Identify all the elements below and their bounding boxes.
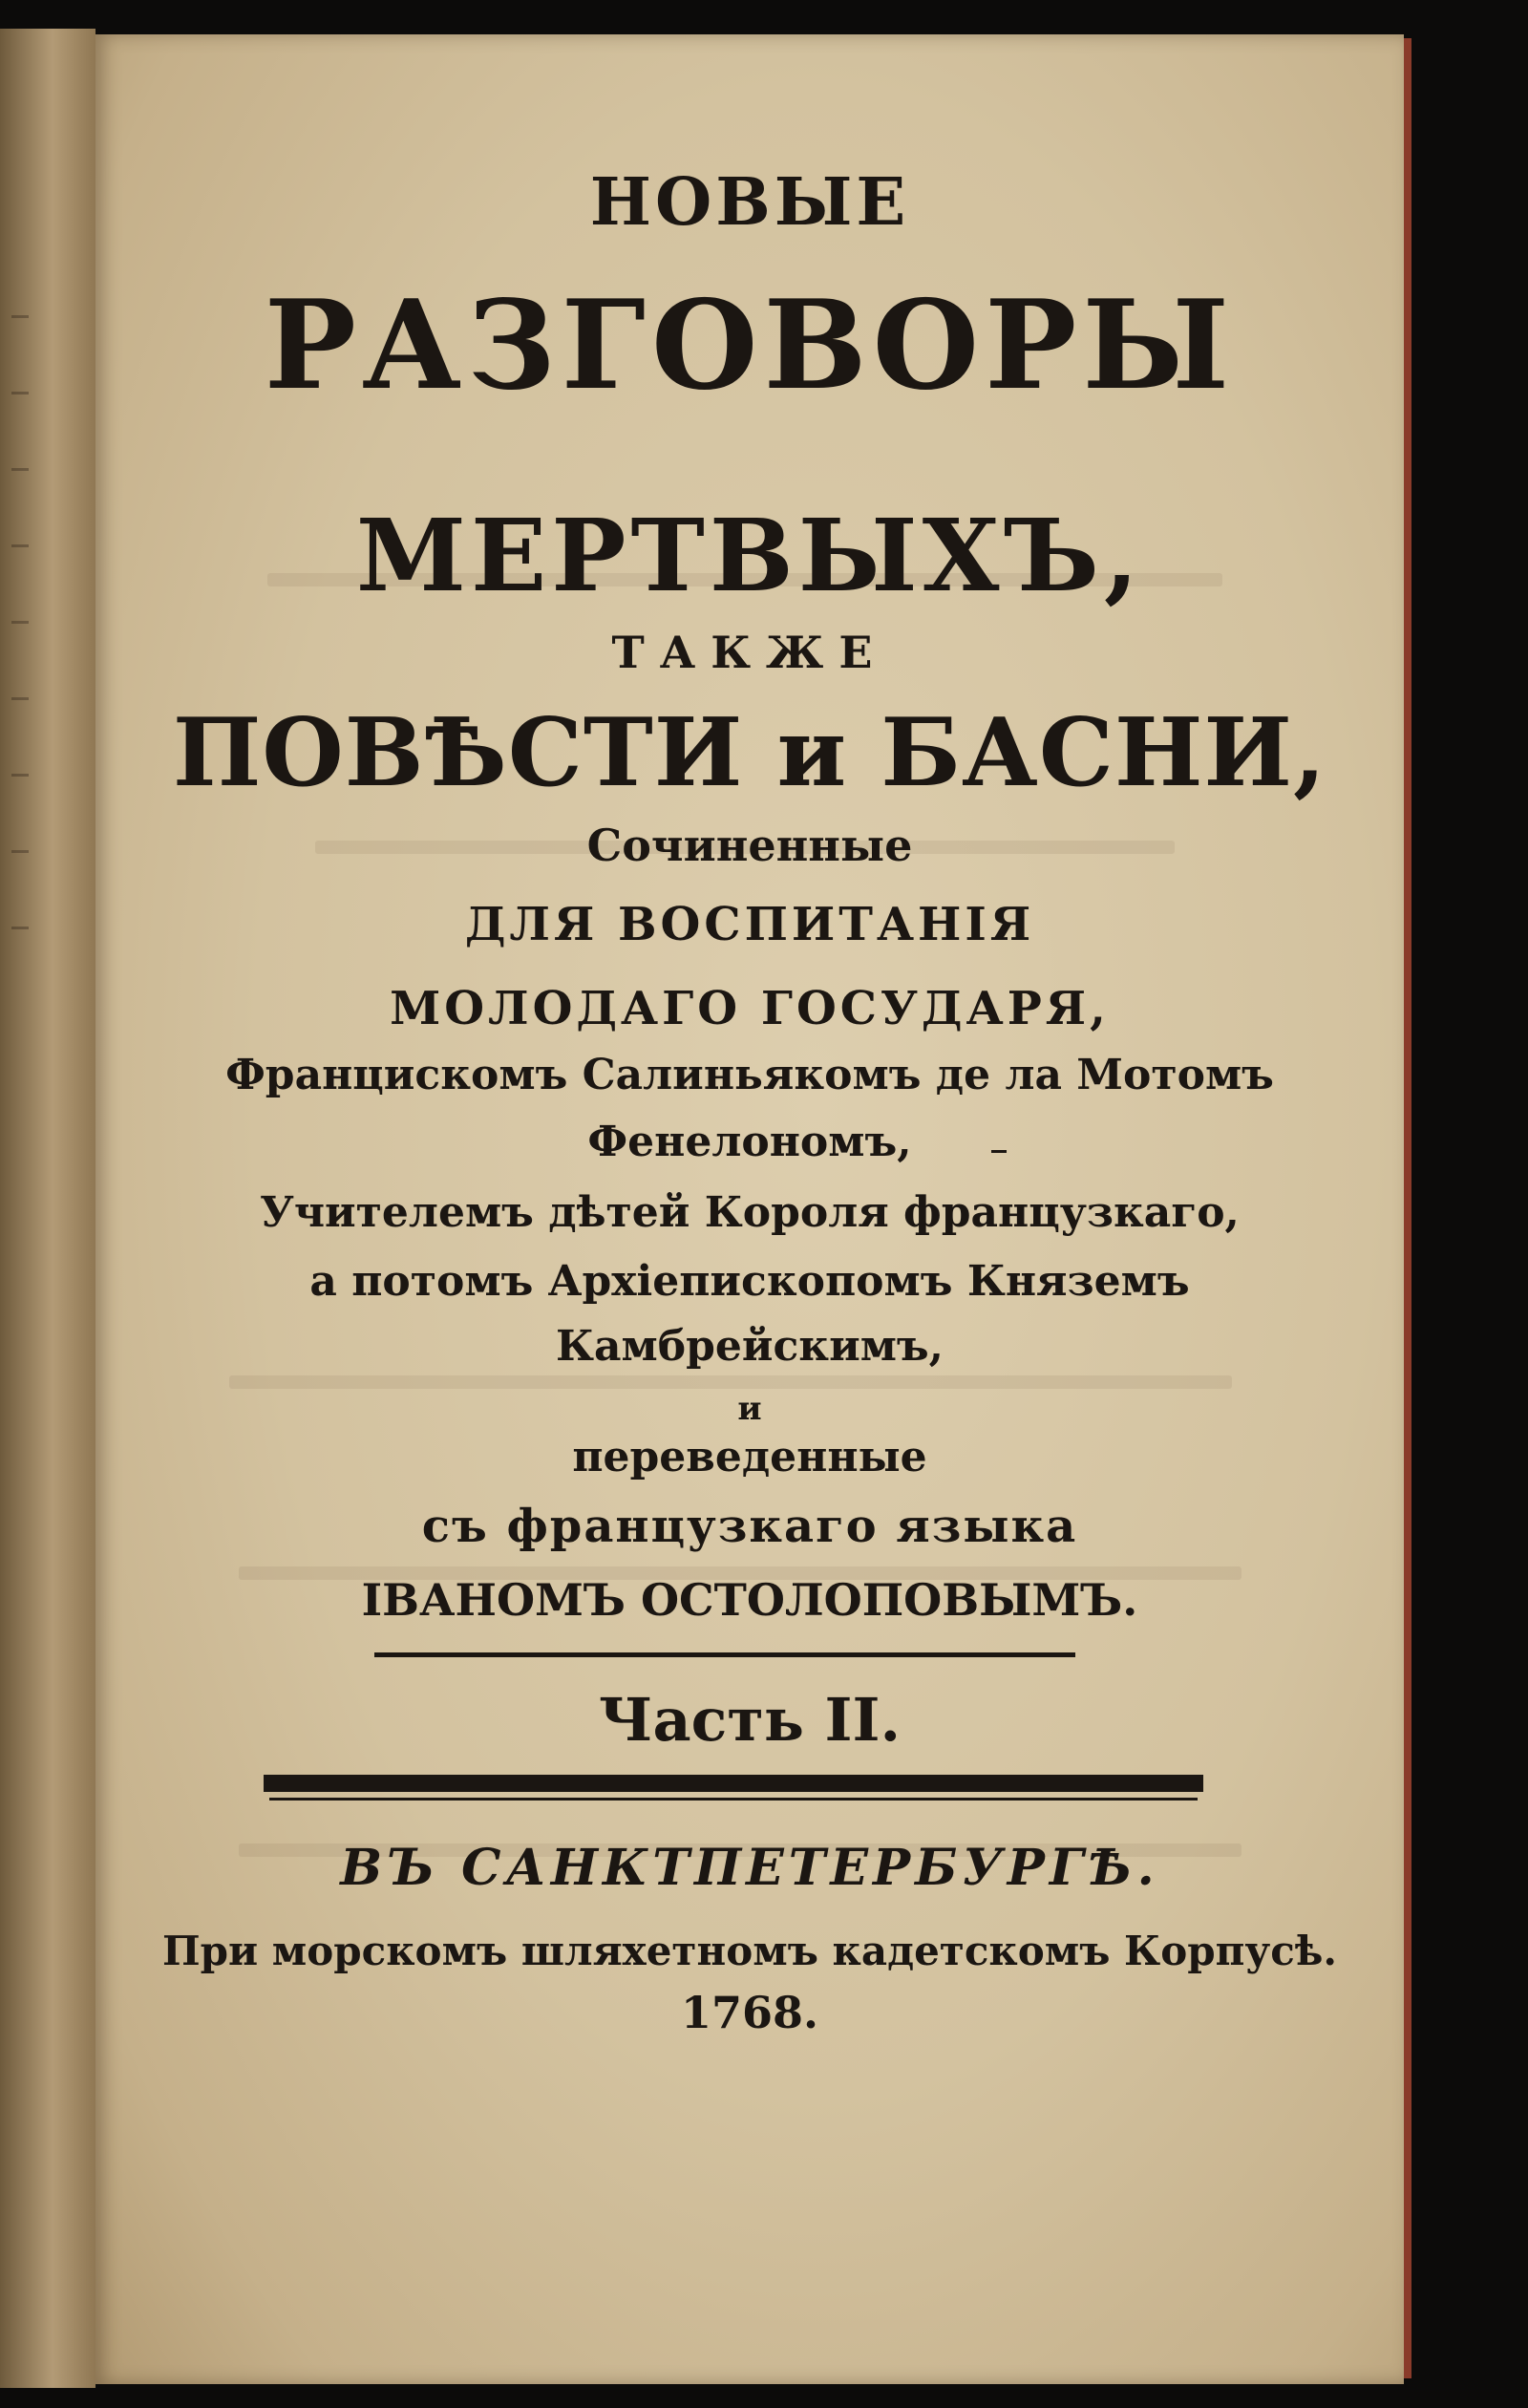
thick-rule (264, 1775, 1203, 1792)
bleed-mark (11, 774, 29, 777)
author-line-4: а потомъ Архіепископомъ Княземъ (309, 1257, 1190, 1306)
red-page-edge (1404, 38, 1411, 2378)
bleed-mark (11, 927, 29, 929)
part-number: Часть II. (598, 1685, 902, 1755)
bleed-mark (11, 850, 29, 853)
line-translated: переведенные (572, 1433, 927, 1481)
title-line-conversations: РАЗГОВОРЫ (264, 274, 1236, 417)
author-line-1: Францискомъ Салиньякомъ де ла Мотомъ (225, 1051, 1274, 1099)
line-young-sovereign: МОЛОДАГО ГОСУДАРЯ, (390, 982, 1110, 1035)
imprint-city: ВЪ САНКТПЕТЕРБУРГѢ. (340, 1839, 1159, 1897)
title-line-also: ТАКЖЕ (611, 627, 888, 678)
author-line-2: Фенелономъ, (587, 1118, 912, 1166)
thin-rule (374, 1652, 1075, 1657)
bleed-mark (11, 621, 29, 624)
title-line-tales-fables: ПОВѢСТИ и БАСНИ, (172, 698, 1327, 808)
author-line-5: Камбрейскимъ, (556, 1322, 944, 1371)
bleed-mark (11, 315, 29, 318)
bleed-mark (11, 392, 29, 394)
bleed-mark (11, 697, 29, 700)
title-line-new: НОВЫЕ (589, 164, 910, 241)
line-from-french: съ французкаго языка (421, 1500, 1078, 1553)
imprint-year: 1768. (680, 1987, 819, 2038)
stray-mark (991, 1150, 1007, 1153)
show-through (229, 1375, 1232, 1389)
line-composed: Сочиненные (586, 820, 913, 871)
bleed-mark (11, 544, 29, 547)
line-for-education: ДЛЯ ВОСПИТАНІЯ (464, 898, 1035, 951)
imprint-publisher: При морскомъ шляхетномъ кадетскомъ Корпусѣ. (161, 1928, 1338, 1974)
line-and: и (737, 1390, 762, 1428)
author-line-3: Учителемъ дѣтей Короля французкаго, (260, 1188, 1240, 1237)
left-page-edge (0, 29, 96, 2388)
translator-name: ІВАНОМЪ ОСТОЛОПОВЫМЪ. (361, 1574, 1138, 1626)
title-line-dead: МЕРТВЫХЪ, (355, 497, 1144, 614)
bleed-mark (11, 468, 29, 471)
